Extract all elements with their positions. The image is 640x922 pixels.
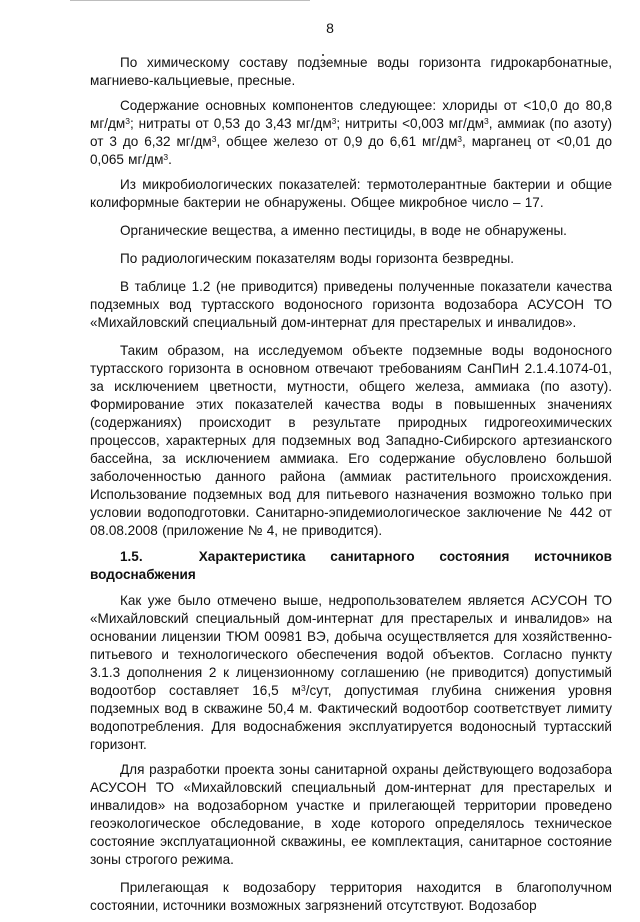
scan-top-line [70,0,310,1]
paragraph-radiology: По радиологическим показателям воды горизонта безвредны. [120,251,515,266]
cubic-unit-superscript: 3 [300,683,306,693]
document-body [90,54,612,922]
cubic-unit-superscript: 3 [163,152,169,162]
paragraph-conclusion: Таким образом, на исследуемом объекте подземные воды водоносного туртасского горизонта в основном отвечают требованиям СанПиН 2.1.4.1074-01, за исключением цветности, мутности, общего железа, аммиака (по азоту). Формирование этих показателей качества воды в повышенных значениях (содержаниях) происходит в результате природных гидрогеохимических процессов, характерных для подземных вод Западно-Сибирского артезианского бассейна, за исключением аммиака. Его содержание обусловлено большой заболоченностью данного района (аммиак растительного происхождения. Использование подземных вод для питьевого назначения возможно только при условии водоподготовки. Санитарно-эпидемиологическое заключение № 442 от 08.08.2008 (приложение № 4, не приводится). [90,343,612,538]
page-number: 8 [326,20,334,36]
paragraph-main-components [90,97,612,169]
paragraph-adjacent-territory: Прилегающая к водозабору территория находится в благополучном состоянии, источники возможных загрязнений отсутствуют. Водозабор [90,880,612,913]
section-title: Характеристика санитарного состояния источников водоснабжения [90,549,612,582]
cubic-unit-superscript: 3 [331,116,337,126]
main-components-text-4: , аммиак (по азоту) от 3 до 6,32 мг/дм [90,116,612,149]
paragraph-table-reference: В таблице 1.2 (не приводится) приведены полученные показатели качества подземных вод туртасского водоносного горизонта водозабора АСУСОН ТО «Михайловский специальный дом-интернат для престарелых и инвалидов». [90,279,612,330]
section-number: 1.5. [120,549,143,564]
cubic-unit-superscript: 3 [457,134,463,144]
paragraph-microbiology: Из микробиологических показателей: термотолерантные бактерии и общие колиформные бактерии не обнаружены. Общее микробное число – 17. [90,177,612,210]
paragraph-organic-substances: Органические вещества, а именно пестициды, в воде не обнаружены. [120,223,567,238]
cubic-unit-superscript: 3 [484,116,489,126]
main-components-text-5: , общее железо от 0,9 до 6,61 мг/дм [216,134,458,149]
main-components-text-6: , марганец от <0,01 до 0,065 мг/дм [90,134,612,167]
main-components-text-2: ; нитраты от 0,53 до 3,43 мг/дм [129,116,332,131]
section-heading [90,548,612,584]
cubic-unit-superscript: 3 [211,134,217,144]
cubic-unit-superscript: 3 [125,116,130,126]
main-components-text-3: ; нитриты <0,003 мг/дм [336,116,485,131]
paragraph-water-user [90,592,612,754]
paragraph-survey: Для разработки проекта зоны санитарной охраны действующего водозабора АСУСОН ТО «Михайловский специальный дом-интернат для престарелых и инвалидов» на водозаборном участке и прилегающей территории проведено геоэкологическое обследование, в ходе которого определялось техническое состояние эксплуатационной скважины, ее комплектация, санитарное состояние зоны строгого режима. [90,762,612,867]
water-user-tail: /сут, допустимая глубина снижения уровня подземных вод в скважине 50,4 м. Фактический водоотбор соответствует лимиту водопотребления. Для водоснабжения эксплуатируется водоносный туртасский горизонт. [90,683,612,752]
paragraph-chemical-composition: По химическому составу подземные воды горизонта гидрокарбонатные, магниево-кальциевые, пресные. [90,55,612,88]
main-components-text-7: . [168,152,172,167]
water-user-text: Как уже было отмечено выше, недропользователем является АСУСОН ТО «Михайловский специальный дом-интернат для престарелых и инвалидов» на основании лицензии ТЮМ 00981 ВЭ, добыча осуществляется для хозяйственно-питьевого и технологического обеспечения водой объектов. Согласно пункту 3.1.3 дополнения 2 к лицензионному соглашению (не приводится) допустимый водоотбор составляет 16,5 м [90,593,612,698]
main-components-text-1: Содержание основных компонентов следующее: хлориды от <10,0 до 80,8 мг/дм [90,98,612,131]
